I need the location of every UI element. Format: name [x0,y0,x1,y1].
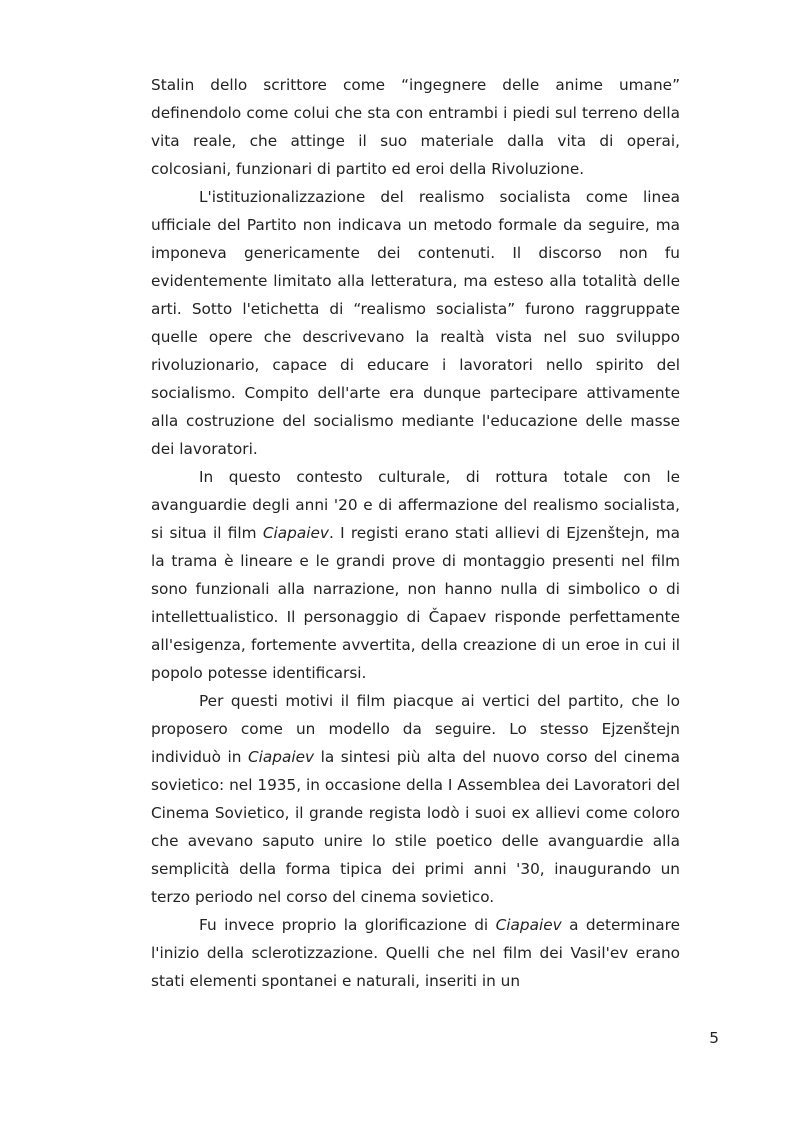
paragraph-1 [151,71,680,183]
paragraph-1-text: Stalin dello scrittore come “ingegnere delle anime umane” definendolo come colui che sta con entrambi i piedi sul terreno della vita reale, che attinge il suo materiale dalla vita di operai, colcosiani, funzionari di partito ed eroi della Rivoluzione. [151,76,680,178]
paragraph-2 [151,183,680,463]
paragraph-3-text-a: In questo contesto culturale, di rottura totale con le avanguardie degli anni '20 e di affermazione del realismo socialista, si situa il film [151,468,680,542]
film-title-ciapaiev: Ciapaiev [247,748,315,766]
paragraph-5-text-b: a determinare l'inizio della sclerotizzazione. Quelli che nel film dei Vasil'ev erano stati elementi spontanei e naturali, inseriti in un [151,916,681,990]
paragraph-4-text-a: Per questi motivi il film piacque ai vertici del partito, che lo proposero come un modello da seguire. Lo stesso Ejzenštejn individuò in [151,692,680,766]
film-title-ciapaiev: Ciapaiev [262,524,329,542]
paragraph-5-text-a: Fu invece proprio la glorificazione di [199,916,496,934]
page-number: 5 [709,1029,719,1047]
paragraph-3 [151,463,680,687]
paragraph-5 [151,911,680,995]
paragraph-3-text-b: . I registi erano stati allievi di Ejzenštejn, ma la trama è lineare e le grandi prove di montaggio presenti nel film sono funzionali alla narrazione, non hanno nulla di simbolico o di intellettualistico. Il personaggio di Čapaev risponde perfettamente all'esigenza, fortemente avvertita, della creazione di un eroe in cui il popolo potesse identificarsi. [151,524,680,682]
paragraph-2-text: L'istituzionalizzazione del realismo socialista come linea ufficiale del Partito non indicava un metodo formale da seguire, ma imponeva genericamente dei contenuti. Il discorso non fu evidentemente limitato alla letteratura, ma esteso alla totalità delle arti. Sotto l'etichetta di “realismo socialista” furono raggruppate quelle opere che descrivevano la realtà vista nel suo sviluppo rivoluzionario, capace di educare i lavoratori nello spirito del socialismo. Compito dell'arte era dunque partecipare attivamente alla costruzione del socialismo mediante l'educazione delle masse dei lavoratori. [151,188,680,458]
document-body [151,71,680,995]
film-title-ciapaiev: Ciapaiev [495,916,562,934]
paragraph-4-text-b: la sintesi più alta del nuovo corso del cinema sovietico: nel 1935, in occasione della I Assemblea dei Lavoratori del Cinema Sovietico, il grande regista lodò i suoi ex allievi come coloro che avevano saputo unire lo stile poetico delle avanguardie alla semplicità della forma tipica dei primi anni '30, inaugurando un terzo periodo nel corso del cinema sovietico. [151,748,680,906]
paragraph-4 [151,687,680,911]
